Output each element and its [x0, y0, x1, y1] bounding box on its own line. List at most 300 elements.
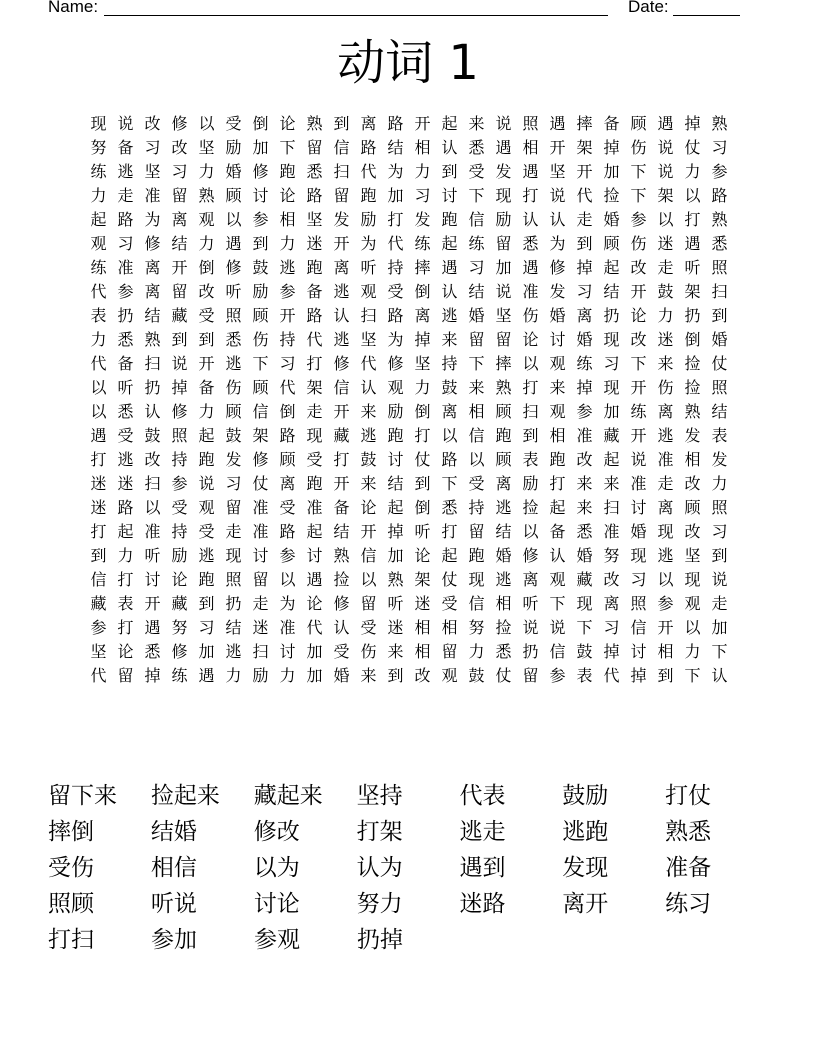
grid-cell: 习 — [171, 162, 188, 181]
grid-cell: 结 — [711, 402, 728, 421]
grid-cell: 信 — [333, 138, 350, 157]
word-bank-item: 认为 — [356, 855, 403, 881]
grid-cell: 起 — [90, 210, 107, 229]
grid-cell: 习 — [711, 138, 728, 157]
grid-cell: 来 — [576, 474, 593, 493]
grid-cell: 捡 — [333, 570, 350, 589]
grid-cell: 力 — [198, 402, 215, 421]
grid-cell: 参 — [711, 162, 728, 181]
grid-cell: 准 — [279, 618, 296, 637]
grid-cell: 修 — [252, 162, 269, 181]
word-bank-item: 扔掉 — [357, 927, 403, 953]
grid-cell: 悉 — [468, 138, 485, 157]
word-bank-item: 练习 — [665, 891, 712, 917]
grid-cell: 备 — [306, 282, 323, 301]
grid-cell: 励 — [252, 282, 269, 301]
grid-cell: 信 — [252, 402, 269, 421]
word-bank-item: 迷路 — [459, 891, 506, 917]
grid-cell: 遇 — [522, 162, 539, 181]
grid-cell: 婚 — [576, 330, 593, 349]
grid-cell: 力 — [279, 666, 296, 685]
grid-row — [85, 352, 733, 376]
grid-cell: 打 — [306, 354, 323, 373]
grid-cell: 留 — [495, 234, 512, 253]
grid-cell: 熟 — [684, 402, 701, 421]
grid-cell: 仗 — [414, 450, 431, 469]
grid-cell: 照 — [711, 378, 728, 397]
grid-cell: 留 — [441, 642, 458, 661]
grid-cell: 受 — [441, 594, 458, 613]
grid-cell: 现 — [684, 570, 701, 589]
grid-row — [85, 568, 733, 592]
grid-cell: 捡 — [603, 186, 620, 205]
grid-cell: 受 — [225, 114, 242, 133]
grid-cell: 留 — [171, 186, 188, 205]
grid-cell: 表 — [522, 450, 539, 469]
grid-cell: 扫 — [144, 474, 161, 493]
grid-cell: 坚 — [90, 642, 107, 661]
grid-cell: 留 — [522, 666, 539, 685]
grid-cell: 顾 — [630, 114, 647, 133]
grid-cell: 捡 — [684, 354, 701, 373]
grid-cell: 说 — [171, 354, 188, 373]
grid-cell: 婚 — [630, 522, 647, 541]
grid-cell: 准 — [603, 522, 620, 541]
grid-cell: 掉 — [603, 642, 620, 661]
grid-cell: 修 — [522, 546, 539, 565]
grid-cell: 改 — [198, 282, 215, 301]
grid-cell: 照 — [630, 594, 647, 613]
grid-cell: 现 — [657, 522, 674, 541]
grid-cell: 观 — [441, 666, 458, 685]
grid-cell: 认 — [549, 546, 566, 565]
grid-cell: 扫 — [333, 162, 350, 181]
grid-cell: 加 — [198, 642, 215, 661]
grid-cell: 留 — [468, 330, 485, 349]
grid-cell: 开 — [198, 354, 215, 373]
word-bank-item: 以为 — [253, 855, 300, 881]
grid-cell: 坚 — [198, 138, 215, 157]
grid-cell: 留 — [225, 498, 242, 517]
grid-cell: 观 — [684, 594, 701, 613]
grid-cell: 藏 — [576, 570, 593, 589]
grid-cell: 架 — [684, 282, 701, 301]
grid-cell: 讨 — [279, 642, 296, 661]
word-bank-item: 逃跑 — [562, 819, 609, 845]
grid-cell: 来 — [549, 378, 566, 397]
grid-cell: 跑 — [360, 186, 377, 205]
grid-cell: 倒 — [252, 114, 269, 133]
grid-cell: 以 — [279, 570, 296, 589]
grid-cell: 架 — [414, 570, 431, 589]
grid-cell: 说 — [711, 570, 728, 589]
grid-cell: 信 — [549, 642, 566, 661]
word-bank — [48, 778, 768, 958]
grid-cell: 发 — [225, 450, 242, 469]
grid-cell: 受 — [333, 642, 350, 661]
grid-cell: 留 — [252, 570, 269, 589]
grid-cell: 逃 — [117, 162, 134, 181]
word-bank-item: 摔倒 — [48, 819, 94, 845]
grid-cell: 下 — [468, 186, 485, 205]
grid-cell: 离 — [279, 474, 296, 493]
grid-cell: 掉 — [576, 258, 593, 277]
grid-cell: 准 — [306, 498, 323, 517]
grid-cell: 习 — [630, 570, 647, 589]
grid-cell: 讨 — [252, 546, 269, 565]
word-bank-item: 努力 — [356, 891, 403, 917]
grid-cell: 扔 — [603, 306, 620, 325]
grid-cell: 遇 — [684, 234, 701, 253]
grid-cell: 藏 — [171, 594, 188, 613]
grid-cell: 遇 — [225, 234, 242, 253]
grid-cell: 逃 — [279, 258, 296, 277]
grid-cell: 参 — [279, 546, 296, 565]
grid-cell: 倒 — [414, 402, 431, 421]
grid-cell: 悉 — [117, 330, 134, 349]
grid-cell: 掉 — [171, 378, 188, 397]
word-bank-item: 捡起来 — [150, 783, 220, 809]
grid-cell: 力 — [117, 546, 134, 565]
grid-cell: 迷 — [657, 234, 674, 253]
grid-cell: 跑 — [495, 426, 512, 445]
grid-cell: 顾 — [252, 378, 269, 397]
grid-cell: 顾 — [252, 306, 269, 325]
grid-cell: 顾 — [225, 186, 242, 205]
grid-cell: 认 — [711, 666, 728, 685]
grid-cell: 坚 — [144, 162, 161, 181]
grid-cell: 现 — [90, 114, 107, 133]
grid-cell: 改 — [630, 258, 647, 277]
grid-cell: 下 — [711, 642, 728, 661]
grid-cell: 以 — [441, 426, 458, 445]
grid-cell: 跑 — [387, 426, 404, 445]
grid-cell: 照 — [522, 114, 539, 133]
grid-cell: 加 — [603, 402, 620, 421]
grid-cell: 加 — [387, 186, 404, 205]
grid-cell: 离 — [144, 282, 161, 301]
grid-cell: 起 — [549, 498, 566, 517]
grid-cell: 照 — [225, 306, 242, 325]
word-bank-item: 熟悉 — [665, 819, 712, 845]
grid-cell: 听 — [522, 594, 539, 613]
grid-cell: 逃 — [225, 642, 242, 661]
grid-cell: 现 — [306, 426, 323, 445]
grid-cell: 力 — [711, 474, 728, 493]
grid-cell: 悉 — [144, 642, 161, 661]
word-search-grid — [85, 112, 733, 688]
grid-cell: 鼓 — [576, 642, 593, 661]
grid-row — [85, 256, 733, 280]
grid-row — [85, 448, 733, 472]
grid-cell: 论 — [171, 570, 188, 589]
word-bank-item: 遇到 — [459, 855, 506, 881]
grid-cell: 改 — [171, 138, 188, 157]
grid-cell: 离 — [333, 258, 350, 277]
grid-cell: 励 — [252, 666, 269, 685]
grid-cell: 跑 — [441, 210, 458, 229]
grid-cell: 受 — [198, 522, 215, 541]
grid-cell: 改 — [684, 474, 701, 493]
grid-cell: 打 — [387, 210, 404, 229]
grid-cell: 参 — [657, 594, 674, 613]
grid-cell: 来 — [468, 114, 485, 133]
grid-cell: 起 — [441, 234, 458, 253]
grid-cell: 跑 — [549, 450, 566, 469]
grid-cell: 扔 — [225, 594, 242, 613]
grid-cell: 路 — [387, 306, 404, 325]
grid-cell: 下 — [576, 618, 593, 637]
word-bank-item: 参加 — [151, 927, 197, 953]
grid-cell: 打 — [117, 618, 134, 637]
grid-cell: 努 — [171, 618, 188, 637]
grid-cell: 说 — [549, 186, 566, 205]
grid-cell: 悉 — [306, 162, 323, 181]
grid-cell: 准 — [522, 282, 539, 301]
grid-cell: 遇 — [657, 114, 674, 133]
grid-cell: 听 — [360, 258, 377, 277]
grid-row — [85, 640, 733, 664]
grid-cell: 习 — [576, 282, 593, 301]
grid-cell: 下 — [630, 162, 647, 181]
grid-cell: 打 — [549, 474, 566, 493]
grid-cell: 结 — [495, 522, 512, 541]
grid-cell: 熟 — [711, 210, 728, 229]
grid-cell: 认 — [522, 210, 539, 229]
grid-cell: 为 — [387, 162, 404, 181]
grid-cell: 相 — [414, 618, 431, 637]
grid-cell: 习 — [468, 258, 485, 277]
grid-cell: 持 — [441, 354, 458, 373]
grid-cell: 讨 — [630, 498, 647, 517]
grid-cell: 结 — [468, 282, 485, 301]
grid-cell: 力 — [414, 378, 431, 397]
grid-cell: 遇 — [522, 258, 539, 277]
grid-cell: 练 — [90, 162, 107, 181]
grid-cell: 参 — [171, 474, 188, 493]
grid-cell: 加 — [495, 258, 512, 277]
grid-cell: 为 — [144, 210, 161, 229]
grid-cell: 来 — [468, 378, 485, 397]
grid-cell: 参 — [549, 666, 566, 685]
grid-cell: 持 — [171, 522, 188, 541]
grid-cell: 发 — [495, 162, 512, 181]
grid-cell: 扫 — [360, 306, 377, 325]
grid-cell: 扫 — [522, 402, 539, 421]
grid-cell: 以 — [522, 522, 539, 541]
grid-cell: 开 — [144, 594, 161, 613]
grid-cell: 扔 — [144, 378, 161, 397]
grid-cell: 改 — [144, 114, 161, 133]
grid-cell: 准 — [576, 426, 593, 445]
grid-cell: 努 — [468, 618, 485, 637]
grid-cell: 受 — [468, 162, 485, 181]
word-bank-item: 打扫 — [48, 927, 94, 953]
grid-cell: 讨 — [441, 186, 458, 205]
grid-cell: 扫 — [252, 642, 269, 661]
grid-cell: 参 — [630, 210, 647, 229]
grid-cell: 开 — [171, 258, 188, 277]
grid-cell: 准 — [630, 474, 647, 493]
grid-cell: 现 — [603, 378, 620, 397]
grid-cell: 观 — [90, 234, 107, 253]
grid-cell: 准 — [144, 522, 161, 541]
grid-cell: 掉 — [684, 114, 701, 133]
grid-cell: 代 — [576, 186, 593, 205]
grid-cell: 习 — [603, 618, 620, 637]
grid-cell: 论 — [522, 330, 539, 349]
grid-cell: 掉 — [576, 378, 593, 397]
word-bank-row — [48, 886, 768, 922]
grid-cell: 遇 — [441, 258, 458, 277]
grid-cell: 现 — [225, 546, 242, 565]
grid-cell: 扫 — [144, 354, 161, 373]
grid-row — [85, 184, 733, 208]
grid-cell: 藏 — [90, 594, 107, 613]
grid-cell: 观 — [360, 282, 377, 301]
grid-cell: 力 — [468, 642, 485, 661]
grid-cell: 励 — [522, 474, 539, 493]
name-line — [104, 15, 608, 16]
grid-cell: 仗 — [252, 474, 269, 493]
grid-cell: 力 — [198, 234, 215, 253]
grid-cell: 修 — [333, 354, 350, 373]
grid-cell: 到 — [90, 546, 107, 565]
grid-cell: 路 — [279, 522, 296, 541]
grid-cell: 以 — [144, 498, 161, 517]
grid-cell: 捡 — [684, 378, 701, 397]
grid-cell: 打 — [333, 450, 350, 469]
grid-cell: 备 — [603, 114, 620, 133]
grid-cell: 练 — [90, 258, 107, 277]
grid-cell: 受 — [198, 306, 215, 325]
grid-cell: 来 — [387, 642, 404, 661]
grid-cell: 观 — [198, 498, 215, 517]
grid-cell: 相 — [414, 642, 431, 661]
grid-cell: 开 — [630, 378, 647, 397]
grid-cell: 离 — [360, 114, 377, 133]
grid-cell: 跑 — [306, 474, 323, 493]
grid-cell: 现 — [495, 186, 512, 205]
word-bank-item: 准备 — [665, 855, 712, 881]
grid-cell: 仗 — [441, 570, 458, 589]
grid-cell: 鼓 — [225, 426, 242, 445]
grid-cell: 打 — [414, 426, 431, 445]
grid-cell: 习 — [144, 138, 161, 157]
word-bank-item: 代表 — [459, 783, 506, 809]
grid-cell: 婚 — [576, 546, 593, 565]
grid-cell: 备 — [333, 498, 350, 517]
grid-cell: 打 — [522, 186, 539, 205]
header — [48, 0, 740, 20]
grid-cell: 路 — [360, 138, 377, 157]
grid-cell: 遇 — [495, 138, 512, 157]
grid-cell: 开 — [630, 426, 647, 445]
grid-cell: 信 — [468, 426, 485, 445]
grid-cell: 准 — [252, 522, 269, 541]
grid-cell: 到 — [711, 306, 728, 325]
grid-cell: 参 — [576, 402, 593, 421]
grid-cell: 到 — [198, 330, 215, 349]
grid-row — [85, 592, 733, 616]
grid-cell: 说 — [657, 138, 674, 157]
grid-cell: 伤 — [360, 642, 377, 661]
grid-row — [85, 232, 733, 256]
grid-cell: 信 — [468, 210, 485, 229]
grid-cell: 说 — [495, 114, 512, 133]
grid-cell: 开 — [333, 234, 350, 253]
grid-cell: 摔 — [414, 258, 431, 277]
grid-cell: 论 — [360, 498, 377, 517]
grid-cell: 代 — [306, 618, 323, 637]
grid-cell: 遇 — [549, 114, 566, 133]
grid-row — [85, 664, 733, 688]
grid-cell: 相 — [549, 426, 566, 445]
grid-cell: 伤 — [630, 138, 647, 157]
grid-cell: 修 — [387, 354, 404, 373]
grid-cell: 信 — [468, 594, 485, 613]
grid-cell: 来 — [441, 330, 458, 349]
grid-cell: 婚 — [468, 306, 485, 325]
grid-cell: 路 — [387, 114, 404, 133]
grid-cell: 表 — [90, 306, 107, 325]
grid-cell: 代 — [279, 378, 296, 397]
grid-cell: 顾 — [279, 450, 296, 469]
grid-cell: 下 — [279, 138, 296, 157]
grid-cell: 迷 — [387, 618, 404, 637]
grid-cell: 熟 — [711, 114, 728, 133]
grid-cell: 力 — [90, 186, 107, 205]
grid-cell: 受 — [117, 426, 134, 445]
grid-cell: 掉 — [387, 522, 404, 541]
grid-cell: 伤 — [252, 330, 269, 349]
grid-cell: 打 — [90, 522, 107, 541]
grid-cell: 相 — [414, 138, 431, 157]
word-bank-item: 藏起来 — [253, 783, 323, 809]
grid-cell: 到 — [387, 666, 404, 685]
grid-cell: 修 — [333, 594, 350, 613]
grid-cell: 婚 — [225, 162, 242, 181]
grid-cell: 打 — [684, 210, 701, 229]
grid-cell: 鼓 — [144, 426, 161, 445]
grid-cell: 力 — [684, 162, 701, 181]
grid-cell: 留 — [117, 666, 134, 685]
grid-cell: 跑 — [198, 450, 215, 469]
grid-cell: 起 — [117, 522, 134, 541]
grid-cell: 掉 — [144, 666, 161, 685]
grid-cell: 认 — [441, 138, 458, 157]
grid-cell: 婚 — [333, 666, 350, 685]
grid-cell: 相 — [522, 138, 539, 157]
grid-cell: 以 — [684, 186, 701, 205]
grid-cell: 以 — [198, 114, 215, 133]
grid-cell: 讨 — [144, 570, 161, 589]
grid-cell: 路 — [441, 450, 458, 469]
grid-cell: 开 — [630, 282, 647, 301]
grid-cell: 悉 — [576, 522, 593, 541]
grid-cell: 受 — [306, 450, 323, 469]
grid-cell: 倒 — [684, 330, 701, 349]
grid-row — [85, 544, 733, 568]
grid-cell: 练 — [414, 234, 431, 253]
grid-cell: 论 — [279, 114, 296, 133]
grid-cell: 表 — [711, 426, 728, 445]
grid-cell: 婚 — [549, 306, 566, 325]
grid-cell: 下 — [549, 594, 566, 613]
grid-cell: 励 — [225, 138, 242, 157]
grid-cell: 为 — [360, 234, 377, 253]
grid-cell: 发 — [711, 450, 728, 469]
